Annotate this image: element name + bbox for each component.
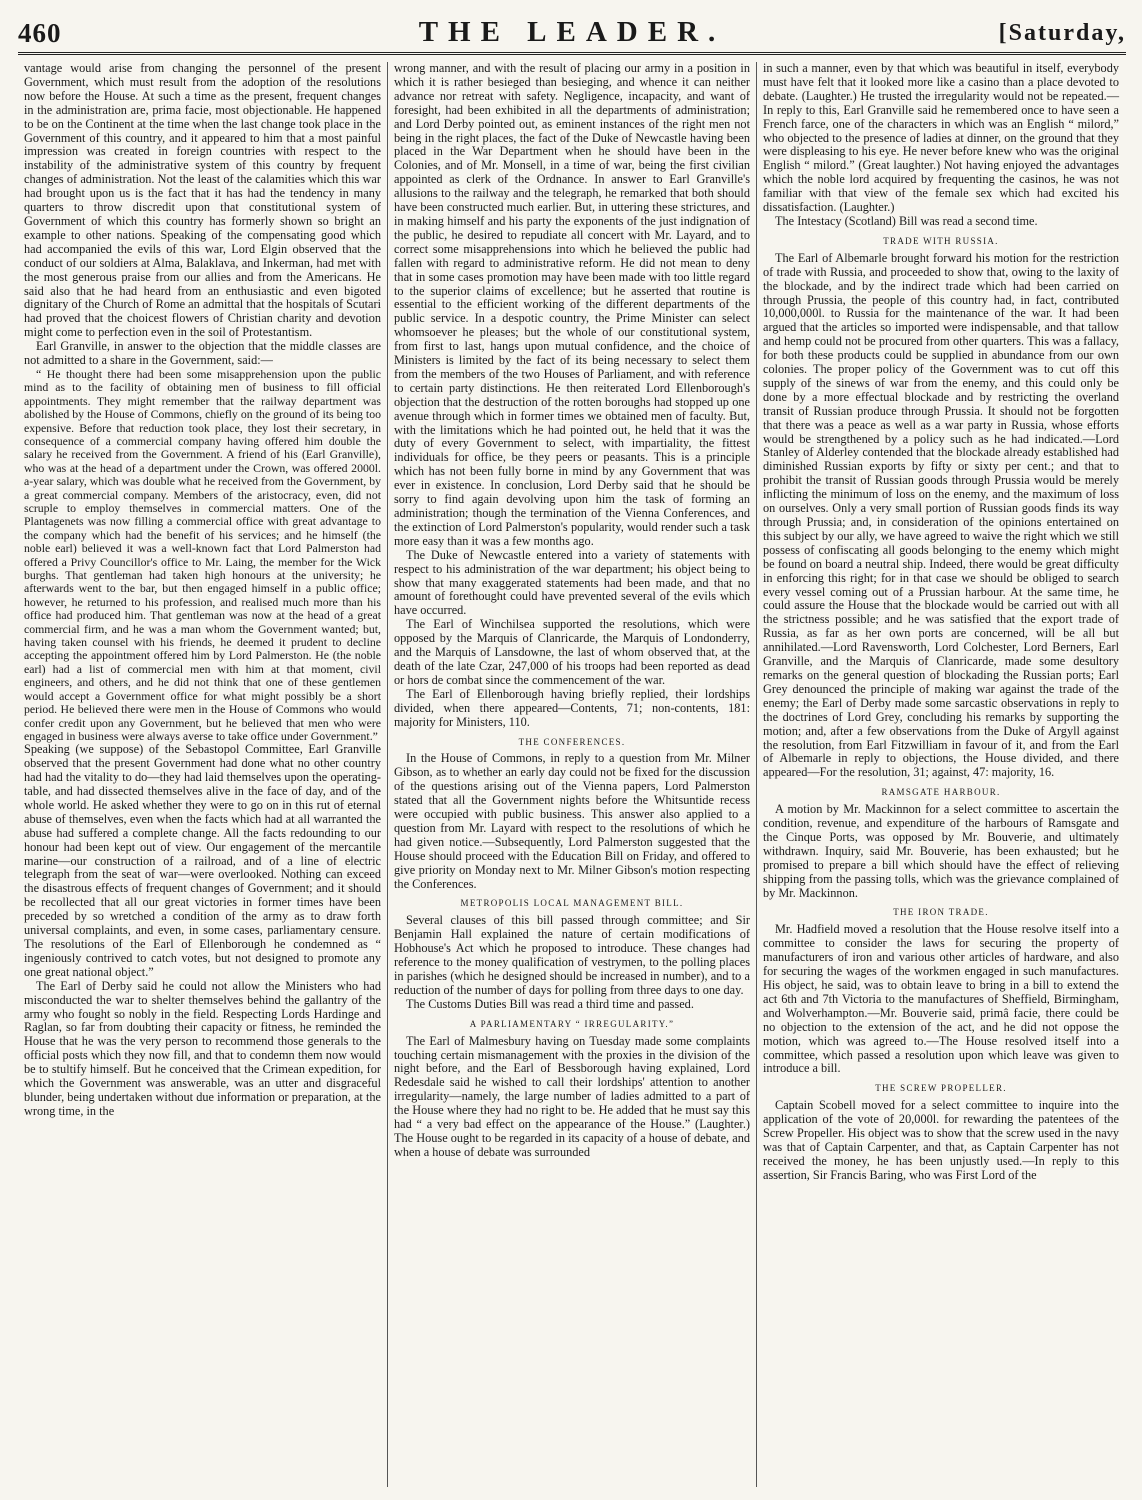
article-paragraph: The Customs Duties Bill was read a third time and passed. [406, 996, 694, 1011]
text-columns [18, 62, 1126, 1487]
article-paragraph: The Earl of Derby said he could not allow the Ministers who had misconducted the war to shelter themselves behind the gallantry of the army who fought so nobly in the field. Respecting Lords Hardinge and Raglan, so far from doubting their capacity or fitness, he reminded the House that he was the very person to recommend those generals to the official posts which they now fill, and that to condemn them now would be to stultify himself. But he conceived that the Crimean expedition, for which the Government was answerable, was an utter and disgraceful blunder, being undertaken without due information or preparation, at the wrong time, in the [24, 978, 381, 1118]
section-heading: THE CONFERENCES. [518, 736, 626, 747]
section-heading: THE SCREW PROPELLER. [875, 1083, 1007, 1094]
section-heading: THE IRON TRADE. [893, 907, 989, 918]
column-1 [18, 62, 387, 1487]
article-paragraph: The Earl of Malmesbury having on Tuesday made some complaints touching certain mismanagement with the proxies in the division of the night before, and the Earl of Bessborough having explained, Lord Redesdale said he wished to call their lordships' attention to another irregularity—namely, the large number of ladies admitted to a part of the House where they had no right to be. He added that he must say this had “ a very bad effect on the appearance of the House.” (Laughter.) The House ought to be regarded in its capacity of a house of debate, and when a house of debate was surrounded [394, 1033, 750, 1159]
article-paragraph: Mr. Hadfield moved a resolution that the House resolve itself into a committee to consider the laws for securing the property of manufacturers of iron and various other articles of hardware, and also for securing the wages of the workmen engaged in such manufactures. His object, he said, was to obtain leave to bring in a bill to extend the act 6th and 7th Victoria to the manufactures of Sheffield, Birmingham, and Wolverhampton.—Mr. Bouverie said, primâ facie, there could be no objection to the extension of the act, and he did not oppose the motion, which was agreed to.—The House resolved itself into a committee, which passed a resolution upon which leave was given to introduce a bill. [763, 922, 1119, 1076]
article-paragraph: Speaking (we suppose) of the Sebastopol Committee, Earl Granville observed that the present Government had done what no other country had had the vitality to do—they had laid themselves upon the operating-table, and had dissected themselves alive in the face of day, and of the whole world. He asked whether they were to go on in this rut of eternal abuse of themselves, even when the facts which had at all warranted the abuse had suffered a complete change. All the facts redounding to our honour had been kept out of view. Our engagement of the mercantile marine—our construction of a railroad, and of a line of electric telegraph from the seat of war—were overlooked. Nothing can exceed the disastrous effects of frequent changes of Government; and it should be recollected that all our great victories in former times have been preceded by so wretched a condition of the army as to draw forth universal complaints, and even, in some cases, parliamentary censure. The resolutions of the Earl of Ellenborough he condemned as “ ingeniously contrived to catch votes, but not designed to promote any one great national object.” [24, 742, 381, 979]
article-paragraph: Captain Scobell moved for a select committee to inquire into the application of the vote of 20,000l. for rewarding the patentees of the Screw Propeller. His object was to show that the screw used in the navy was that of Captain Carpenter, and that, as Captain Carpenter has not received the money, he has been unjustly used.—In reply to this assertion, Sir Francis Baring, who was First Lord of the [763, 1098, 1119, 1182]
issue-day: [Saturday, [998, 20, 1126, 46]
article-paragraph: A motion by Mr. Mackinnon for a select committee to ascertain the condition, revenue, and expenditure of the harbours of Ramsgate and the Cinque Ports, was opposed by Mr. Bouverie, and ultimately withdrawn. Inquiry, said Mr. Bouverie, has been exhausted; but he promised to prepare a bill which should have the effect of relieving shipping from the passing tolls, which was the grievance complained of by Mr. Mackinnon. [763, 802, 1119, 900]
column-2 [387, 62, 756, 1487]
article-paragraph: The Duke of Newcastle entered into a variety of statements with respect to his administration of the war department; his object being to show that many exaggerated statements had been made, and that no amount of forethought could have prevented several of the evils which have occurred. [394, 547, 750, 618]
article-paragraph: The Earl of Albemarle brought forward his motion for the restriction of trade with Russia, and proceeded to show that, owing to the laxity of the blockade, and by the indirect trade which had been carried on through Prussia, the people of this country had, in fact, contributed 10,000,000l. to Russia for the maintenance of the war. It had been argued that the articles so imported were indispensable, and that tallow and hemp could not be procured from other quarters. This was a fallacy, for both these products could be supplied in abundance from our own colonies. The proper policy of the Government was to cut off this supply of the sinews of war from the enemy, and this could only be done by a more effectual blockade and by restricting the overland transit of Russian produce through Prussia. It should not be forgotten that there was a peace as well as a war party in Russia, whose efforts would be strengthened by a policy such as he had indicated.—Lord Stanley of Alderley contended that the blockade already established had diminished Russian exports by fifty or sixty per cent.; and that to prohibit the transit of Russian goods through Prussia would be merely inflicting the minimum of loss on the enemy, and the maximum of loss on ourselves. Only a very small portion of Russian goods finds its way through Prussia; and, in consideration of the opinions entertained on this subject by our ally, we have agreed to waive the right which we still possess of confiscating all goods belonging to the enemy which might be found on board a neutral ship. Indeed, there would be great difficulty in enforcing this right; for in that case we should be obliged to search every vessel coming out of a Prussian harbour. At the same time, he could assure the House that the blockade would be carried out with all the strictness possible; and he was satisfied that the export trade of Russia, as far as her own ports are concerned, will be all but annihilated.—Lord Ravensworth, Lord Colchester, Lord Berners, Earl Granville, and the Marquis of Clanricarde, made some desultory remarks on the general question of blockading the Russian ports; Earl Grey denounced the principle of making war against the trade of the enemy; the Earl of Derby made some sarcastic observations in reply to the doctrines of Lord Grey, concluding his remarks by supporting the motion; and, after a few observations from the Duke of Argyll against the resolution, from Earl Fitzwilliam in favour of it, and from the Earl of Albemarle in reply to objections, the House divided, and there appeared—For the resolution, 31; against, 47: majority, 16. [763, 250, 1119, 780]
article-paragraph: wrong manner, and with the result of placing our army in a position in which it is rather besieged than besieging, and whence it can neither advance nor retreat with safety. Negligence, incapacity, and want of foresight, had been exhibited in all the departments of administration; and Lord Derby pointed out, as eminent instances of the right men not being in the right places, the fact of the Duke of Newcastle having been placed in the War Department when he should have been in the Colonies, and of Mr. Monsell, in a time of war, being the first civilian appointed as clerk of the Ordnance. In answer to Earl Granville's allusions to the railway and the telegraph, he remarked that both should have been constructed much earlier. But, in uttering these strictures, and in making himself and his party the exponents of the just indignation of the public, he desired to repudiate all concert with Mr. Layard, and to correct some misapprehensions into which he believed the public had fallen with regard to administrative reform. He did not mean to deny that in some cases promotion may have been made with too little regard to the superior claims of excellence; but he asserted that routine is essential to the efficient working of the different departments of the public service. In a despotic country, the Prime Minister can select whomsoever he pleases; but the whole of our constitutional system, from first to last, hangs upon mutual confidence, and the choice of Ministers is limited by the fact of its being necessary to select them from the members of the two Houses of Parliament, and with reference to certain party distinctions. He then reiterated Lord Ellenborough's objection that the destruction of the rotten boroughs had stopped up one avenue through which in former times we obtained men of faculty. But, with the limitations which he had pointed out, he held that it was the duty of every Government to select, with impartiality, the fittest individuals for office, be they peers or peasants. This is a principle which has not been fully borne in mind by any Government that was ever in existence. In conclusion, Lord Derby said that he should be sorry to find again devolving upon him the task of forming an administration; though the termination of the Vienna Conferences, and the extinction of Lord Palmerston's popularity, would render such a task more easy than it was a few months ago. [394, 62, 750, 548]
article-paragraph: The Earl of Winchilsea supported the resolutions, which were opposed by the Marquis of Clanricarde, the Marquis of Londonderry, and the Marquis of Lansdowne, the last of whom observed that, at the death of the late Czar, 247,000 of his troops had been reported as dead or hors de combat since the commencement of the war. [394, 617, 750, 687]
article-paragraph: Earl Granville, in answer to the objection that the middle classes are not admitted to a share in the Government, said:— [24, 339, 381, 368]
newspaper-page [18, 14, 1126, 1494]
article-paragraph: Several clauses of this bill passed through committee; and Sir Benjamin Hall explained the nature of certain modifications of Hobhouse's Act which he proposed to introduce. These changes had reference to the money qualification of vestrymen, to the polling places in parishes (which he designed should be increased in number), and to a reduction of the number of days for polling from three days to one day. [394, 913, 750, 997]
masthead [18, 14, 1126, 55]
article-paragraph: The Earl of Ellenborough having briefly replied, their lordships divided, when there appeared—Contents, 71; non-contents, 181: majority for Ministers, 110. [394, 686, 750, 729]
article-paragraph: In the House of Commons, in reply to a question from Mr. Milner Gibson, as to whether an early day could not be fixed for the discussion of the questions arising out of the Vienna papers, Lord Palmerston stated that all the Government nights before the Whitsuntide recess were occupied with public business. This answer also applied to a question from Mr. Layard with respect to the resolutions of which he had given notice.—Subsequently, Lord Palmerston suggested that the House should proceed with the Education Bill on Friday, and offered to give priority on Monday next to Mr. Milner Gibson's motion respecting the Conferences. [394, 751, 750, 891]
article-paragraph: in such a manner, even by that which was beautiful in itself, everybody must have felt that it looked more like a casino than a place devoted to debate. (Laughter.) He trusted the irregularity would not be repeated.—In reply to this, Earl Granville said he remembered once to have seen a French farce, one of the characters in which was an English “ milord,” who objected to the presence of ladies at dinner, on the ground that they were displeasing to his eye. He never before knew who was the original English “ milord.” (Great laughter.) Not having enjoyed the advantages which the noble lord acquired by frequenting the casinos, he was not familiar with that view of the female sex which had excited his dissatisfaction. (Laughter.) [763, 62, 1119, 215]
page-number: 460 [18, 18, 62, 48]
article-paragraph: “ He thought there had been some misapprehension upon the public mind as to the facility of obtaining men of business to fill official appointments. They might remember that the railway department was abolished by the House of Commons, chiefly on the ground of its being too expensive. Before that reduction took place, they lost their secretary, in consequence of a commercial company having offered him double the salary he received from the Government. A friend of his (Earl Granville), who was at the head of a department under the Crown, was offered 2000l. a-year salary, which was double what he received from the Government, by a great commercial company. Members of the aristocracy, even, did not scruple to employ themselves in commercial matters. One of the Plantagenets was now filling a commercial office with great advantage to the company which had the benefit of his services; and he himself (the noble earl) believed it was a well-known fact that Lord Palmerston had offered a Privy Councillor's office to Mr. Laing, the member for the Wick burghs. That gentleman had taken high honours at the university; he afterwards went to the bar, but then engaged himself in a public office; however, he returned to his profession, and realised much more than his office had produced him. That gentleman was now at the head of a great commercial firm, and he was a man whom the Government wanted; but, having taken counsel with his friends, he deemed it prudent to decline accepting the appointment offered him by Lord Palmerston. He (the noble earl) had a list of commercial men with him at that moment, civil engineers, and others, and he did not think that one of these gentlemen would accept a Government office for what might possibly be a short period. He believed there were men in the House of Commons who would confer credit upon any Government, but he believed that men who were engaged in business were always averse to take office under Government.” [24, 366, 381, 743]
section-heading: A PARLIAMENTARY “ IRREGULARITY.” [469, 1018, 675, 1029]
column-3 [756, 62, 1125, 1487]
section-heading: RAMSGATE HARBOUR. [881, 787, 1001, 798]
section-heading: METROPOLIS LOCAL MANAGEMENT BILL. [460, 898, 684, 909]
section-heading: TRADE WITH RUSSIA. [883, 235, 999, 246]
article-paragraph: The Intestacy (Scotland) Bill was read a second time. [775, 213, 1038, 228]
article-paragraph: vantage would arise from changing the personnel of the present Government, which must result from the adoption of the resolutions now before the House. At such a time as the present, frequent changes in the administration are, prima facie, most objectionable. He happened to be on the Continent at the time when the last change took place in the Government of this country, and it appeared to him that a most painful impression was created in foreign countries with respect to the instability of the administrative system of this country by frequent changes of administration. Not the least of the calamities which this war had brought upon us is the fact that it has had the tendency in many quarters to throw discredit upon that constitutional system of Government of which this country has formerly shown so bright an example to other nations. Speaking of the compensating good which had accompanied the evils of this war, Lord Elgin observed that the conduct of our soldiers at Alma, Balaklava, and Inkerman, had met with the most generous praise from our allies and from the Americans. He said also that he had heard from an enthusiastic and even bigoted dignitary of the Church of Rome an admittal that the hospitals of Scutari had proved that the choicest flowers of Christian charity and devotion might come to perfection even in the soil of Protestantism. [24, 62, 381, 340]
newspaper-title: THE LEADER. [418, 16, 726, 48]
